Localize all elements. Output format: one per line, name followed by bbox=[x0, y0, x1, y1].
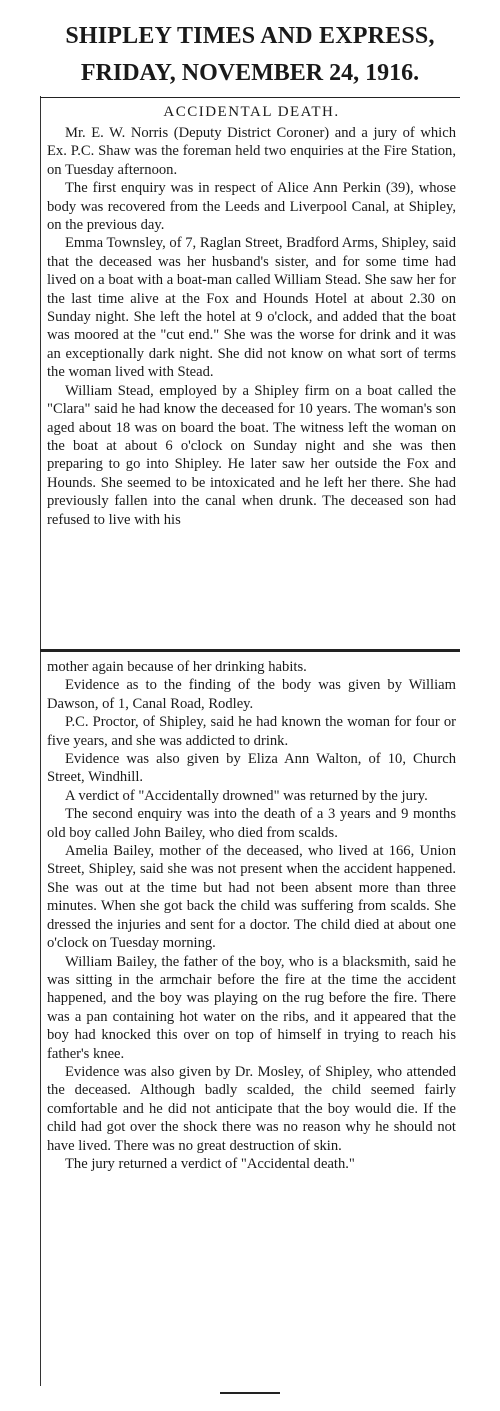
paragraph-continuation: mother again because of her drinking habits. bbox=[47, 659, 307, 675]
newspaper-title: SHIPLEY TIMES AND EXPRESS, bbox=[65, 23, 435, 49]
paragraph: William Bailey, the father of the boy, who is a blacksmith, said he was sitting in the armchair before the fire at the time the accident happened, and the boy was playing on the rug before the fire. There was a pan containing hot water on the ribs, and it appeared that the boy had knocked this over on top of himself in trying to reach his father's knee. bbox=[47, 953, 456, 1062]
paragraph: Evidence was also given by Dr. Mosley, of Shipley, who attended the deceased. Although badly scalded, the child seemed fairly comfortable and he did not anticipate that the boy would die. If the child had got over the shock there was no reason why he should not have lived. There was no great destruction of skin. bbox=[47, 1063, 456, 1154]
paragraph: Amelia Bailey, mother of the deceased, who lived at 166, Union Street, Shipley, said she was not present when the accident happened. She was out at the time but had not been absent more than three minutes. When she got back the child was suffering from scalds. She dressed the injuries and sent for a doctor. The child died at about one o'clock on Tuesday morning. bbox=[47, 843, 456, 952]
paragraph: Emma Townsley, of 7, Raglan Street, Bradford Arms, Shipley, said that the deceased was her husband's sister, and for some time had lived on a boat with a boat-man called William Stead. She saw her for the last time alive at the Fox and Hounds Hotel at about 2.30 on Sunday night. She left the hotel at 9 o'clock, and added that the boat was moored at the "cut end." She was the worse for drink and it was an exceptionally dark night. She did not know on what sort of terms the woman lived with Stead. bbox=[47, 235, 456, 381]
article-column-part1 bbox=[47, 124, 456, 529]
article-column-part2 bbox=[47, 658, 456, 1173]
paragraph: Mr. E. W. Norris (Deputy District Coroner) and a jury of which Ex. P.C. Shaw was the foreman held two enquiries at the Fire Station, on Tuesday afternoon. bbox=[47, 125, 456, 178]
paragraph: A verdict of "Accidentally drowned" was returned by the jury. bbox=[65, 787, 428, 804]
paragraph: P.C. Proctor, of Shipley, said he had known the woman for four or five years, and she was addicted to drink. bbox=[47, 714, 456, 749]
paragraph: The second enquiry was into the death of a 3 years and 9 months old boy called John Bailey, who died from scalds. bbox=[47, 806, 456, 841]
paragraph: Evidence was also given by Eliza Ann Walton, of 10, Church Street, Windhill. bbox=[47, 751, 456, 786]
paragraph: The jury returned a verdict of "Accidental death." bbox=[65, 1155, 355, 1172]
paragraph: The first enquiry was in respect of Alice Ann Perkin (39), whose body was recovered from the Leeds and Liverpool Canal, at Shipley, on the previous day. bbox=[47, 180, 456, 234]
issue-date: FRIDAY, NOVEMBER 24, 1916. bbox=[80, 60, 420, 86]
headline-divider bbox=[40, 97, 460, 98]
column-rule-left bbox=[40, 96, 41, 1386]
article-headline: ACCIDENTAL DEATH. bbox=[163, 104, 340, 120]
paragraph: Evidence as to the finding of the body was given by William Dawson, of 1, Canal Road, Rodley. bbox=[47, 677, 456, 712]
paragraph: William Stead, employed by a Shipley firm on a boat called the "Clara" said he had know the deceased for 10 years. The woman's son aged about 18 was on board the boat. The witness left the woman on the boat at about 6 o'clock on Sunday night and she was then preparing to go into Shipley. He later saw her outside the Fox and Hounds. She seemed to be intoxicated and he left her there. She had previously fallen into the canal when drunk. The deceased son had refused to live with his bbox=[47, 382, 456, 528]
end-rule bbox=[220, 1392, 280, 1394]
clipping-divider bbox=[40, 649, 460, 652]
